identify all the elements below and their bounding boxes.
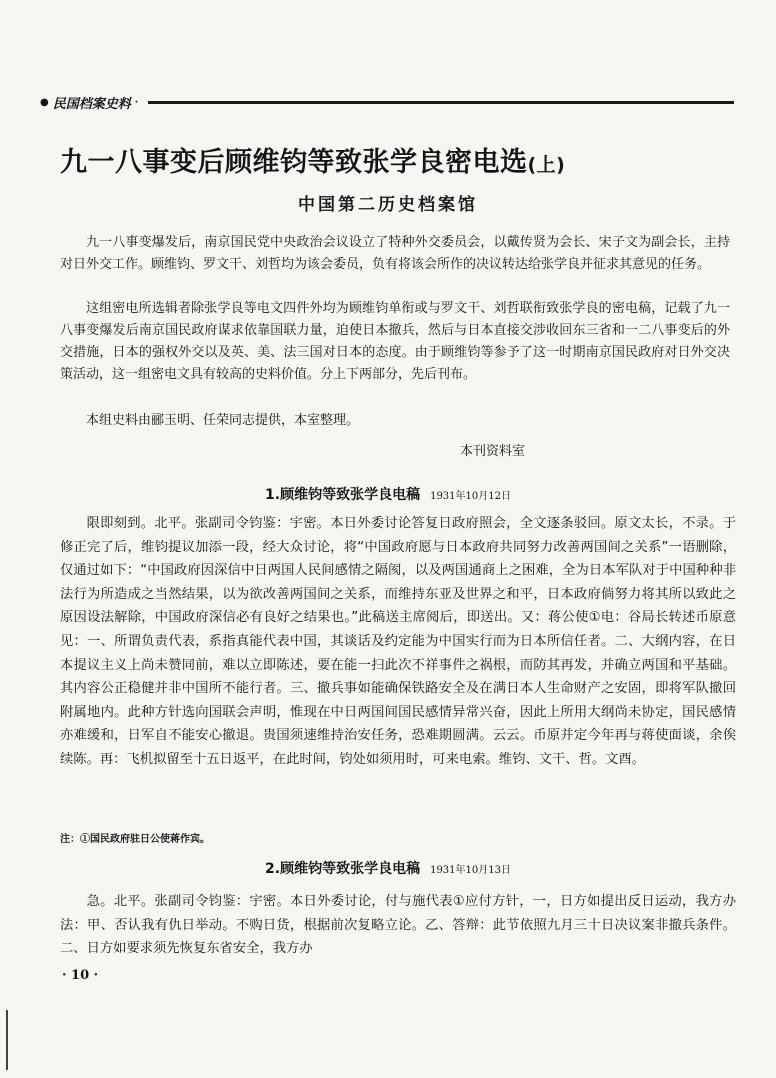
document-date: 1931年10月13日 [430,865,511,876]
title-main: 九一八事变后顾维钧等致张学良密电选 [60,147,528,178]
intro-paragraph: 这组密电所选辑者除张学良等电文四件外均为顾维钧单衔或与罗文干、刘哲联衔致张学良的密电稿，记载了九一八事变爆发后南京国民政府谋求依靠国联力量，迫使日本撤兵，然后与日本直接交涉收回东三省和一二八事变后的外交措施，日本的强权外交以及英、美、法三国对日本的态度。由于顾维钧等参予了这一时期南京国民政府对日外交决策活动，这一组密电文具有较高的史料价值。分上下两部分，先后刊布。 [60,301,730,382]
section-header [40,92,734,112]
document-date: 1931年10月12日 [430,491,511,502]
document-body: 限即刻到。北平。张副司令钧鉴：宇密。本日外委讨论答复日政府照会，全文逐条驳回。原文太长，不录。于修正完了后，维钧提议加添一段，经大众讨论，将“中国政府愿与日本政府共同努力改善两国间之关系”一语删除，仅通过如下：“中国政府因深信中日两国人民间感情之隔阂，以及两国通商上之困难，全为日本军队对于中国种种非法行为所造成之当然结果，以为欲改善两国间之关系，而维持东亚及世界之和平，日本政府倘努力将其所以致此之原因设法解除，中国政府深信必有良好之结果也。”此稿送主席阅后，即送出。又：蒋公使①电：谷局长转述币原意见：一、所谓负责代表，系指真能代表中国，其谈话及约定能为中国实行而为日本所信任者。二、大纲内容，在日本提议主义上尚未赞同前，难以立即陈述，要在能一扫此次不祥事件之祸根，而防其再发，并确立两国和平基础。其内容公正稳健并非中国所不能行者。三、撤兵事如能确保铁路安全及在满日本人生命财产之安固，即将军队撤回附属地内。此种方针选向国联会声明，惟现在中日两国间国民感情异常兴奋，因此上所用大纲尚未协定，国民感情亦难缓和，日军自不能安心撤退。贵国须速维持治安任务，恐难期圆满。云云。币原并定今年再与蒋使面谈，余俟续陈。再：飞机拟留至十五日返平，在此时间，钧处如须用时，可来电索。维钧、文干、哲。文酉。 [60,516,736,767]
bullet-icon: · [134,96,139,108]
document-title: 1.顾维钧等致张学良电稿 [265,487,421,503]
article-title [60,140,720,179]
page-number: · 10 · [62,968,99,983]
footnote: 注：①国民政府驻日公使蒋作宾。 [60,834,210,845]
header-rule [148,101,734,104]
section-label: 民国档案史料 [52,96,131,112]
scan-edge-line [6,1010,8,1070]
document-heading [0,858,776,878]
document-heading [0,484,776,504]
intro-paragraph: 九一八事变爆发后，南京国民党中央政治会议设立了特种外交委员会，以戴传贤为会长、宋子文为副会长，主持对日外交工作。顾维钧、罗文干、刘哲均为该会委员，负有将该会所作的决议转达给张学良并征求其意见的任务。 [60,235,730,272]
document-title: 2.顾维钧等致张学良电稿 [265,861,421,877]
title-part: (上) [527,154,566,176]
document-body: 急。北平。张副司令钧鉴：宇密。本日外委讨论，付与施代表①应付方针，一，日方如提出反日运动，我方办法：甲、否认我有仇日举动。不购日货，根据前次复略立论。乙、答辩：此节依照九月三十日决议案非撤兵条件。二、日方如要求须先恢复东省安全，我方办 [60,894,736,957]
bullet-icon: ● [40,96,49,108]
intro-signoff: 本刊资料室 [460,444,526,459]
intro-paragraph: 本组史料由郦玉明、任荣同志提供，本室整理。 [86,413,360,428]
article-author: 中国第二历史档案馆 [298,195,478,215]
